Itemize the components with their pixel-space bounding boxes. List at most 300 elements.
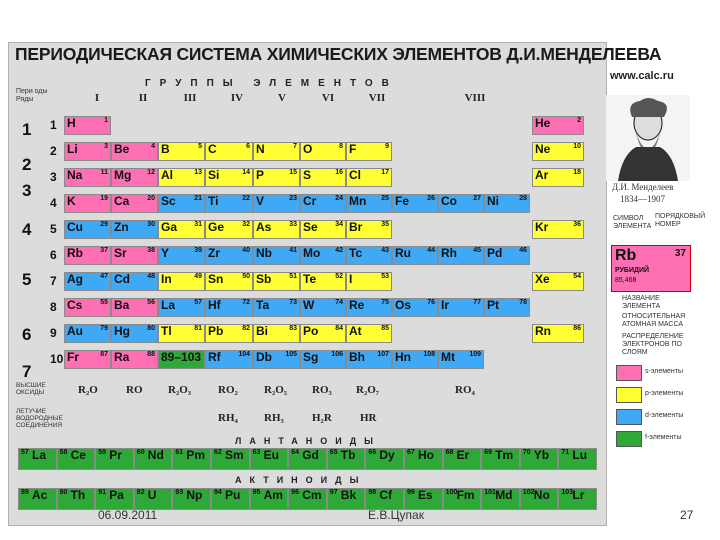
element-number: 105	[285, 351, 297, 358]
group-header-2: II	[138, 92, 148, 104]
element-number: 4	[151, 143, 155, 150]
row-label-8: 8	[50, 300, 57, 314]
element-cell-89–103	[158, 350, 205, 369]
element-cell-Te	[300, 272, 346, 291]
element-cell-Y	[158, 246, 205, 265]
row-label-10: 10	[50, 352, 64, 366]
element-number: 43	[381, 247, 389, 254]
element-symbol: Tm	[495, 448, 514, 462]
element-number: 59	[98, 449, 106, 456]
element-cell-Se	[300, 220, 346, 239]
element-cell-Br	[346, 220, 392, 239]
element-cell-N	[253, 142, 300, 161]
series-cell-La	[18, 448, 57, 470]
element-number: 15	[289, 169, 297, 176]
element-symbol: Th	[70, 488, 86, 502]
element-cell-S	[300, 168, 346, 187]
series-cell-Ce	[57, 448, 96, 470]
row-label-1: 1	[50, 118, 57, 132]
footer-author: Е.В.Цупак	[368, 508, 424, 522]
element-number: 21	[194, 195, 202, 202]
group-header-3: III	[183, 92, 197, 104]
row-label-2: 2	[50, 144, 57, 158]
element-number: 89	[21, 489, 29, 496]
element-cell-Li	[64, 142, 111, 161]
element-cell-Ni	[484, 194, 530, 213]
element-cell-Rf	[205, 350, 253, 369]
element-symbol: Ge	[208, 220, 225, 234]
element-cell-Mn	[346, 194, 392, 213]
element-symbol: V	[256, 194, 265, 208]
element-symbol: Rn	[535, 324, 551, 338]
element-number: 39	[194, 247, 202, 254]
series-cell-Gd	[288, 448, 327, 470]
element-number: 72	[242, 299, 250, 306]
element-number: 56	[147, 299, 155, 306]
element-symbol: Dy	[379, 448, 395, 462]
element-number: 54	[573, 273, 581, 280]
element-number: 37	[100, 247, 108, 254]
legend-label: s-элементы	[645, 368, 684, 375]
group-header-5: V	[278, 92, 286, 104]
element-cell-Os	[392, 298, 438, 317]
oxide-formula: R₂O	[78, 384, 98, 396]
element-symbol: Rf	[208, 350, 221, 364]
element-number: 98	[368, 489, 377, 496]
element-cell-Db	[253, 350, 300, 369]
element-symbol: Bk	[340, 488, 357, 502]
element-symbol: C	[208, 142, 217, 156]
element-number: 29	[100, 221, 108, 228]
element-cell-Hg	[111, 324, 158, 343]
element-cell-Xe	[532, 272, 584, 291]
element-number: 77	[473, 299, 481, 306]
element-number: 52	[335, 273, 343, 280]
element-symbol: Os	[395, 298, 412, 312]
series-cell-Lu	[558, 448, 597, 470]
element-cell-Mo	[300, 246, 346, 265]
element-number: 87	[100, 351, 108, 358]
element-number: 64	[291, 449, 299, 456]
row-label-3: 3	[50, 170, 57, 184]
element-number: 109	[469, 351, 481, 358]
element-symbol: Ce	[70, 448, 86, 462]
element-symbol: B	[161, 142, 170, 156]
element-number: 79	[100, 325, 108, 332]
element-symbol: F	[349, 142, 357, 156]
element-symbol: Tc	[349, 246, 363, 260]
element-symbol: Pu	[225, 488, 241, 502]
element-number: 82	[242, 325, 250, 332]
element-cell-As	[253, 220, 300, 239]
element-symbol: Na	[67, 168, 83, 182]
element-number: 49	[194, 273, 202, 280]
element-symbol: No	[533, 488, 550, 502]
element-number: 74	[335, 299, 343, 306]
element-number: 7	[293, 143, 297, 150]
element-symbol: W	[303, 298, 315, 312]
element-number: 14	[242, 169, 250, 176]
element-number: 5	[198, 143, 202, 150]
element-number: 9	[385, 143, 389, 150]
period-label-1: 1	[22, 120, 32, 139]
element-symbol: Ba	[114, 298, 130, 312]
element-symbol: Li	[67, 142, 78, 156]
element-symbol: Si	[208, 168, 220, 182]
series-cell-Ac	[18, 488, 57, 510]
element-symbol: At	[349, 324, 362, 338]
element-number: 83	[289, 325, 297, 332]
series-cell-Eu	[250, 448, 289, 470]
element-number: 1	[104, 117, 108, 124]
element-number: 38	[147, 247, 155, 254]
element-number: 10	[573, 143, 581, 150]
footer-date: 06.09.2011	[98, 508, 158, 522]
element-number: 88	[147, 351, 155, 358]
element-cell-Pb	[205, 324, 253, 343]
element-symbol: Yb	[533, 448, 550, 462]
element-cell-O	[300, 142, 346, 161]
period-label-6: 6	[22, 325, 32, 344]
element-symbol: Pb	[208, 324, 224, 338]
element-number: 101	[484, 489, 496, 496]
lanthanides-title: ЛАНТАНОИДЫ	[235, 436, 381, 446]
element-number: 90	[59, 489, 68, 496]
period-label-7: 7	[22, 362, 32, 381]
element-symbol: Po	[303, 324, 319, 338]
element-cell-Hn	[392, 350, 438, 369]
element-symbol: Nd	[147, 448, 164, 462]
element-cell-Sr	[111, 246, 158, 265]
portrait-caption: Д.И. Менделеев	[612, 182, 674, 192]
series-cell-Er	[443, 448, 482, 470]
element-cell-Rn	[532, 324, 584, 343]
period-label-4: 4	[22, 220, 32, 239]
series-cell-Am	[250, 488, 289, 510]
key-number: 37	[674, 248, 686, 259]
element-cell-Zn	[111, 220, 158, 239]
element-symbol: Gd	[302, 448, 319, 462]
element-number: 106	[331, 351, 343, 358]
element-number: 94	[214, 489, 222, 496]
element-symbol: Ni	[487, 194, 499, 208]
element-number: 67	[407, 449, 415, 456]
element-number: 28	[519, 195, 527, 202]
element-number: 91	[98, 489, 106, 496]
element-cell-Co	[438, 194, 484, 213]
element-number: 66	[368, 449, 377, 456]
row-label-7: 7	[50, 274, 57, 288]
element-number: 19	[100, 195, 108, 202]
element-cell-Si	[205, 168, 253, 187]
element-number: 22	[242, 195, 250, 202]
hydride-formula: RH₄	[218, 412, 238, 424]
element-number: 70	[522, 449, 531, 456]
element-symbol: Sc	[161, 194, 176, 208]
series-cell-Md	[481, 488, 520, 510]
portrait-years: 1834—1907	[620, 194, 665, 204]
series-cell-Ho	[404, 448, 443, 470]
element-cell-Mt	[438, 350, 484, 369]
element-symbol: Cl	[349, 168, 361, 182]
series-cell-Tb	[327, 448, 366, 470]
element-symbol: Cs	[67, 298, 83, 312]
element-cell-C	[205, 142, 253, 161]
element-cell-Cs	[64, 298, 111, 317]
element-number: 58	[59, 449, 68, 456]
element-cell-Zr	[205, 246, 253, 265]
element-cell-Al	[158, 168, 205, 187]
element-number: 78	[519, 299, 527, 306]
element-symbol: Cf	[379, 488, 393, 502]
element-symbol: Eu	[263, 448, 279, 462]
series-cell-Np	[172, 488, 211, 510]
key-name: РУБИДИЙ	[615, 267, 650, 274]
element-number: 25	[381, 195, 389, 202]
series-cell-Bk	[327, 488, 366, 510]
element-number: 6	[246, 143, 250, 150]
element-symbol: La	[161, 298, 176, 312]
series-cell-Cm	[288, 488, 327, 510]
element-symbol: Rb	[67, 246, 83, 260]
element-symbol: La	[32, 448, 47, 462]
element-number: 24	[335, 195, 343, 202]
element-cell-Ga	[158, 220, 205, 239]
element-symbol: In	[161, 272, 172, 286]
element-number: 26	[427, 195, 435, 202]
element-symbol: Sb	[256, 272, 272, 286]
element-cell-Cr	[300, 194, 346, 213]
element-symbol: Pa	[109, 488, 124, 502]
element-number: 33	[289, 221, 297, 228]
element-number: 35	[381, 221, 389, 228]
element-cell-K	[64, 194, 111, 213]
element-cell-Cu	[64, 220, 111, 239]
element-cell-Sc	[158, 194, 205, 213]
element-cell-Ra	[111, 350, 158, 369]
period-label-3: 3	[22, 181, 32, 200]
element-number: 76	[427, 299, 435, 306]
element-cell-Kr	[532, 220, 584, 239]
element-number: 93	[175, 489, 184, 496]
hydride-formula: HR	[360, 412, 377, 424]
element-number: 12	[147, 169, 155, 176]
element-symbol: Sm	[225, 448, 244, 462]
element-cell-Re	[346, 298, 392, 317]
group-header-1: I	[94, 92, 100, 104]
element-number: 63	[252, 449, 261, 456]
series-cell-U	[134, 488, 173, 510]
hydride-formula: RH₃	[264, 412, 284, 424]
element-symbol: Br	[349, 220, 363, 234]
legend-swatch	[616, 365, 642, 381]
row-label-4: 4	[50, 196, 57, 210]
element-cell-Rb	[64, 246, 111, 265]
series-cell-Sm	[211, 448, 250, 470]
element-symbol: Zr	[208, 246, 220, 260]
element-symbol: Lr	[572, 488, 585, 502]
element-number: 30	[147, 221, 155, 228]
element-number: 20	[147, 195, 155, 202]
group-header-6: VI	[321, 92, 335, 104]
element-number: 62	[214, 449, 222, 456]
element-symbol: Np	[186, 488, 203, 502]
footer-page: 27	[680, 508, 694, 522]
element-symbol: Es	[418, 488, 433, 502]
element-cell-H	[64, 116, 111, 135]
element-number: 51	[289, 273, 297, 280]
oxide-formula: RO₄	[455, 384, 475, 396]
element-symbol: As	[256, 220, 272, 234]
period-label-2: 2	[22, 155, 32, 174]
element-cell-Sb	[253, 272, 300, 291]
element-number: 34	[335, 221, 343, 228]
element-cell-In	[158, 272, 205, 291]
series-cell-Nd	[134, 448, 173, 470]
oxide-formula: R₂O₅	[264, 384, 288, 396]
legend-label: d-элементы	[645, 412, 684, 419]
element-cell-Nb	[253, 246, 300, 265]
element-cell-Ba	[111, 298, 158, 317]
key-symbol: Rb	[615, 247, 637, 264]
element-number: 57	[194, 299, 202, 306]
element-number: 16	[335, 169, 343, 176]
mendeleev-portrait-icon	[606, 95, 690, 181]
series-cell-Pm	[172, 448, 211, 470]
element-number: 73	[289, 299, 297, 306]
series-cell-Pr	[95, 448, 134, 470]
element-number: 80	[147, 325, 155, 332]
element-cell-Bi	[253, 324, 300, 343]
element-symbol: Be	[114, 142, 130, 156]
element-symbol: Ru	[395, 246, 411, 260]
element-number: 61	[175, 449, 184, 456]
key-symbol-label: СИМВОЛ ЭЛЕМЕНТА	[613, 215, 652, 230]
series-cell-Th	[57, 488, 96, 510]
element-symbol: Mn	[349, 194, 367, 208]
element-symbol: Hg	[114, 324, 130, 338]
element-symbol: Fr	[67, 350, 79, 364]
oxide-formula: RO₂	[218, 384, 238, 396]
key-mass-label: ОТНОСИТЕЛЬНАЯ АТОМНАЯ МАССА	[622, 313, 686, 328]
element-number: 86	[573, 325, 581, 332]
element-cell-At	[346, 324, 392, 343]
group-header-4: IV	[230, 92, 244, 104]
element-symbol: Y	[161, 246, 170, 260]
element-symbol: Ag	[67, 272, 83, 286]
element-cell-Ag	[64, 272, 111, 291]
element-symbol: Ti	[208, 194, 219, 208]
element-symbol: Ne	[535, 142, 551, 156]
element-cell-He	[532, 116, 584, 135]
element-symbol: Cu	[67, 220, 83, 234]
element-cell-I	[346, 272, 392, 291]
element-symbol: Cm	[302, 488, 322, 502]
element-number: 11	[100, 169, 108, 176]
element-number: 18	[573, 169, 581, 176]
key-example-cell	[611, 245, 691, 292]
element-number: 53	[381, 273, 389, 280]
element-symbol: Re	[349, 298, 365, 312]
element-symbol: Pt	[487, 298, 499, 312]
series-cell-Cf	[365, 488, 404, 510]
element-number: 108	[423, 351, 435, 358]
element-cell-Bh	[346, 350, 392, 369]
element-symbol: Sr	[114, 246, 127, 260]
element-symbol: Al	[161, 168, 173, 182]
element-symbol: Ac	[32, 488, 48, 502]
element-symbol: Kr	[535, 220, 549, 234]
series-cell-Dy	[365, 448, 404, 470]
hydride-formula: H₂R	[312, 412, 332, 424]
element-number: 42	[335, 247, 343, 254]
series-cell-Pu	[211, 488, 250, 510]
element-number: 44	[427, 247, 435, 254]
element-number: 65	[329, 449, 338, 456]
element-symbol: Hn	[395, 350, 411, 364]
actinides-title: АКТИНОИДЫ	[235, 475, 367, 485]
key-number-label: ПОРЯДКОВЫЙ НОМЕР	[655, 213, 706, 228]
element-number: 27	[473, 195, 481, 202]
element-number: 95	[252, 489, 261, 496]
element-symbol: Ta	[256, 298, 270, 312]
element-symbol: Md	[495, 488, 513, 502]
element-cell-Sn	[205, 272, 253, 291]
element-symbol: Am	[263, 488, 283, 502]
series-cell-Yb	[520, 448, 559, 470]
element-symbol: I	[349, 272, 353, 286]
element-symbol: Bi	[256, 324, 268, 338]
element-symbol: K	[67, 194, 76, 208]
element-symbol: He	[535, 116, 551, 130]
element-number: 31	[194, 221, 202, 228]
element-symbol: Tb	[340, 448, 356, 462]
element-number: 60	[136, 449, 145, 456]
element-number: 97	[329, 489, 338, 496]
element-symbol: Pm	[186, 448, 206, 462]
element-cell-Ca	[111, 194, 158, 213]
element-symbol: H	[67, 116, 76, 130]
legend-swatch	[616, 409, 642, 425]
row-label-5: 5	[50, 222, 57, 236]
element-number: 17	[381, 169, 389, 176]
element-cell-Ru	[392, 246, 438, 265]
element-cell-Na	[64, 168, 111, 187]
element-cell-V	[253, 194, 300, 213]
element-cell-Au	[64, 324, 111, 343]
groups-title: ГРУППЫ ЭЛЕМЕНТОВ	[145, 78, 398, 89]
element-number: 71	[561, 449, 570, 456]
element-symbol: Zn	[114, 220, 129, 234]
element-number: 104	[238, 351, 250, 358]
element-cell-B	[158, 142, 205, 161]
series-cell-Lr	[558, 488, 597, 510]
legend-swatch	[616, 387, 642, 403]
element-number: 69	[484, 449, 492, 456]
element-number: 55	[100, 299, 108, 306]
element-symbol: Ho	[418, 448, 434, 462]
element-symbol: 89–103	[161, 350, 202, 364]
element-cell-Tl	[158, 324, 205, 343]
element-symbol: Ir	[441, 298, 450, 312]
element-number: 100	[445, 489, 458, 496]
element-number: 46	[519, 247, 527, 254]
element-number: 8	[339, 143, 343, 150]
element-cell-Ir	[438, 298, 484, 317]
key-electrons-label: РАСПРЕДЕЛЕНИЕ ЭЛЕКТРОНОВ ПО СЛОЯМ	[622, 333, 684, 356]
element-symbol: Se	[303, 220, 318, 234]
series-cell-No	[520, 488, 559, 510]
